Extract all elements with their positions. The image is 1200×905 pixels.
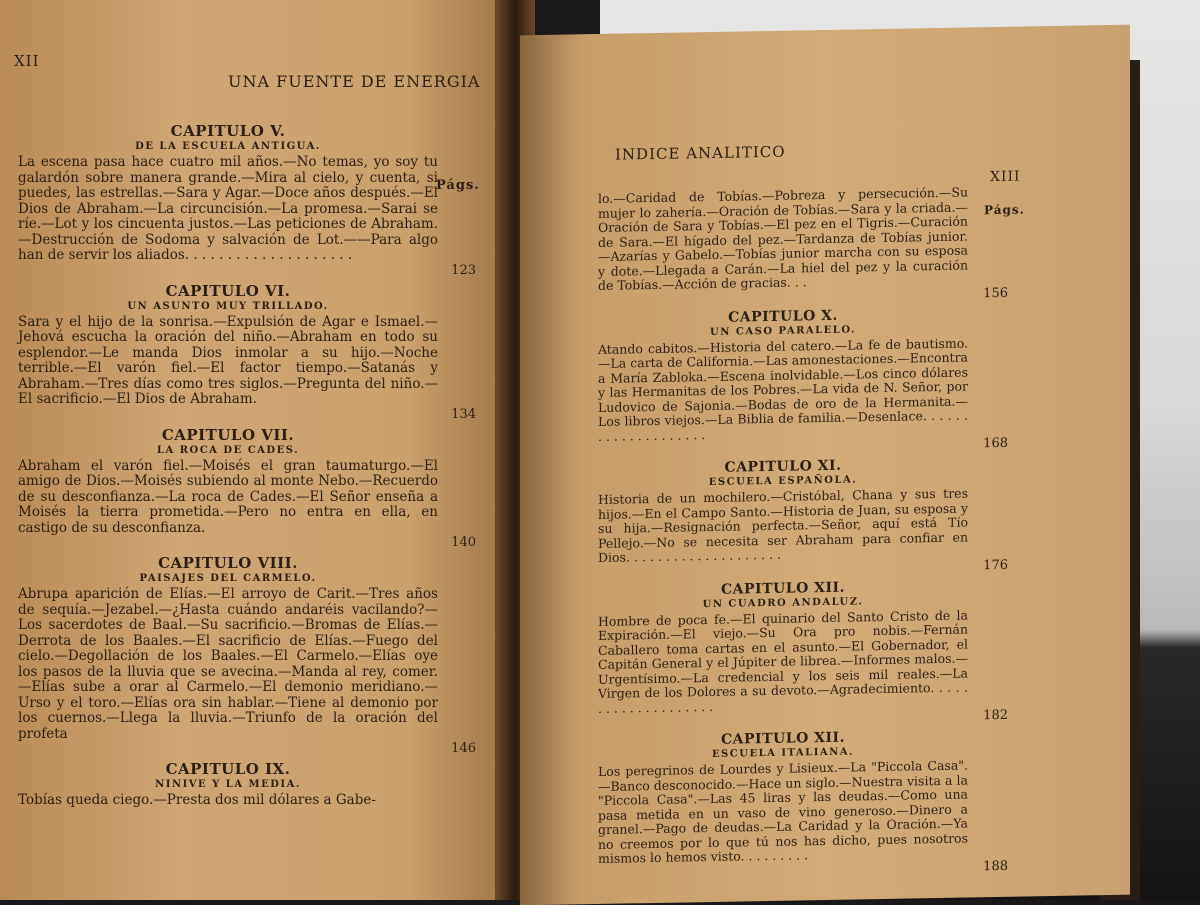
toc-entry (598, 577, 1008, 730)
chapter-title: CAPITULO XII. (721, 579, 845, 598)
chapter-summary: La escena pasa hace cuatro mil años.—No temas, yo soy tu galardón sobre manera grande.—Mira al cielo, y cuenta, si puedes, las estrellas.—Sara y Agar.—Doce años después.—El Dios de Abraham.—La circuncisión.—La promesa.—Sarai se ríe.—Lot y los cincuenta justos.—Las peticiones de Abraham.—Destrucción de Sodoma y salvación de Lot.——Para algo han de servir los aliados. . . . . . . . . . . . . . . . . . . . (18, 154, 438, 263)
chapter-summary: lo.—Caridad de Tobías.—Pobreza y persecución.—Su mujer lo zahería.—Oración de Tobías.—Sara y la criada.—Oración de Sara y Tobías.—El pez en el Tigris.—Curación de Sara.—El hígado del pez.—Tardanza de Tobías junior.—Azarías y Gabelo.—Tobías junior marcha con su esposa y dote.—Llegada a Carán.—La hiel del pez y la curación de Tobías.—Acción de gracias. . . (598, 184, 968, 293)
chapter-page-number: 123 (451, 262, 476, 278)
toc-entry (18, 554, 476, 756)
toc-entry (598, 456, 1008, 580)
chapter-subtitle: ESCUELA ESPAÑOLA. (708, 474, 858, 489)
chapter-subtitle: UN CASO PARALELO. (710, 323, 856, 338)
chapter-title: CAPITULO VI. (165, 281, 291, 300)
left-pags-label: Págs. (436, 178, 480, 193)
chapter-page-number: 168 (983, 435, 1008, 452)
chapter-subtitle: NINIVE Y LA MEDIA. (155, 779, 301, 790)
chapter-summary: Los peregrinos de Lourdes y Lisieux.—La "Piccola Casa".—Banco desconocido.—Hace un siglo.—Nuestra visita a la "Piccola Casa".—Las 45 liras y las deudas.—Como una pasa metida en un vaso de vino generoso.—Dinero a granel.—Pago de deudas.—La Caridad y la Oración.—Ya no creemos por lo que tú nos has dicho, pues nosotros mismos lo hemos visto. . . . . . . . . (598, 757, 968, 866)
chapter-title: CAPITULO IX. (165, 760, 291, 778)
chapter-subtitle: PAISAJES DEL CARMELO. (139, 573, 317, 584)
chapter-subtitle: LA ROCA DE CADES. (156, 444, 300, 456)
left-running-head: UNA FUENTE DE ENERGIA (228, 72, 481, 91)
toc-entry (598, 728, 1008, 881)
chapter-page-number: 140 (451, 535, 476, 550)
chapter-page-number: 176 (983, 557, 1008, 573)
right-page (520, 25, 1130, 905)
chapter-title: CAPITULO XII. (721, 729, 845, 748)
right-pags-label: Págs. (984, 202, 1025, 218)
chapter-subtitle: DE LA ESCUELA ANTIGUA. (135, 141, 321, 152)
chapter-subtitle: ESCUELA ITALIANA. (711, 746, 855, 760)
chapter-summary: Atando cabitos.—Historia del catero.—La fe de bautismo.—La carta de California.—Las amonestaciones.—Encontra a María Zabloka.—Escena inolvidable.—Los cinco dólares y las Hermanitas de los Pobres.—La vida de N. Señor, por Ludovico de Sajonia.—Bodas de oro de la Hermanita.—Los libros viejos.—La Biblia de familia.—Desenlace. . . . . . . . . . . . . . . . . . . . (598, 335, 968, 444)
chapter-summary: Tobías queda ciego.—Presta dos mil dólares a Gabe- (18, 792, 376, 808)
chapter-subtitle: UN CUADRO ANDALUZ. (702, 595, 864, 610)
chapter-page-number: 134 (451, 406, 476, 422)
chapter-title: CAPITULO VII. (161, 425, 295, 444)
chapter-page-number: 188 (983, 858, 1008, 874)
left-page-number: XII (14, 52, 40, 70)
chapter-subtitle: UN ASUNTO MUY TRILLADO. (127, 300, 329, 312)
chapter-title: CAPITULO VIII. (158, 554, 298, 572)
chapter-summary: Abraham el varón fiel.—Moisés el gran taumaturgo.—El amigo de Dios.—Moisés subiendo al monte Nebo.—Recuerdo de su desconfianza.—La roca de Cades.—El Señor enseña a Moisés la tierra prometida.—Pero no entra en ella, en castigo de su desconfianza. (18, 457, 438, 536)
chapter-title: CAPITULO V. (170, 122, 286, 140)
chapter-page-number: 146 (451, 741, 476, 756)
chapter-summary: Abrupa aparición de Elías.—El arroyo de Carit.—Tres años de sequía.—Jezabel.—¿Hasta cuándo andaréis vacilando?—Los sacerdotes de Baal.—Su sacrificio.—Bromas de Elías.—Derrota de los Baales.—El sacrificio de Elías.—Fuego del cielo.—Degollación de los Baales.—El Carmelo.—Elías oye los pasos de la lluvia que se avecina.—Manda al rey, comer.—Elías sube a orar al Carmelo.—El demonio meridiano.—Urso y el toro.—Elías ora sin hablar.—Tiene al demonio por los cuernos.—Llega la lluvia.—Triunfo de la oración del profeta (18, 586, 438, 742)
chapter-title: CAPITULO XI. (724, 457, 842, 476)
chapter-title: CAPITULO X. (728, 307, 838, 326)
chapter-summary: Hombre de poca fe.—El quinario del Santo Cristo de la Expiración.—El viejo.—Su Ora pro nobis.—Fernán Caballero toma cartas en el asunto.—El Gobernador, el Capitán General y el Júpiter de librea.—Informes malos.—Urgentísimo.—La credencial y los seis mil reales.—La Virgen de los Dolores a su devoto.—Agradecimiento. . . . . . . . . . . . . . . . . . . . (598, 607, 968, 716)
left-page (0, 0, 510, 900)
toc-entry (598, 305, 1008, 458)
chapter-summary: Historia de un mochilero.—Cristóbal, Chana y sus tres hijos.—En el Campo Santo.—Historia de Juan, su esposa y su hija.—Resignación perfecta.—Señor, aquí está Tío Pellejo.—No se necesita ser Abraham para confiar en Dios. . . . . . . . . . . . . . . . . . . . (598, 485, 968, 565)
chapter-summary: Sara y el hijo de la sonrisa.—Expulsión de Agar e Ismael.—Jehová escucha la oración del niño.—Abraham en todo su esplendor.—Le manda Dios inmolar a su hijo.—Noche terrible.—El varón fiel.—El factor tiempo.—Satanás y Abraham.—Tres días como tres siglos.—Pregunta del niño.—El sacrificio.—El Dios de Abraham. (18, 313, 438, 407)
chapter-page-number: 182 (983, 707, 1008, 724)
chapter-page-number: 156 (983, 285, 1008, 301)
right-running-head: INDICE ANALITICO (615, 142, 786, 164)
toc-entry (18, 760, 438, 809)
toc-entry (18, 281, 476, 422)
right-page-number: XIII (990, 168, 1021, 186)
toc-entry (18, 425, 476, 551)
